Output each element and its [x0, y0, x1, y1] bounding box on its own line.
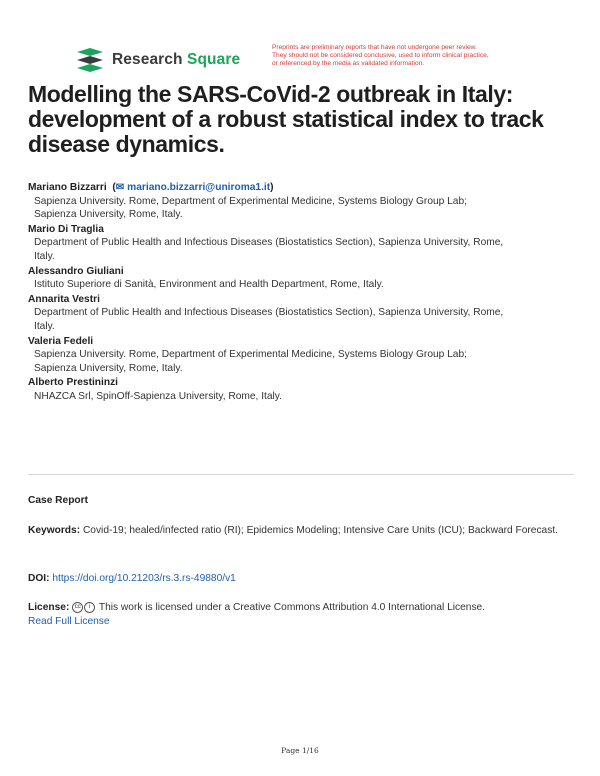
paper-title: Modelling the SARS-CoVid-2 outbreak in Italy: development of a robust statistical index to track disease dynamics. [28, 81, 544, 157]
cc-icon: cc [72, 602, 83, 613]
affiliation-line: Italy. [34, 320, 55, 332]
research-square-logo-icon [74, 46, 106, 74]
author-email: (✉ mariano.bizzarri@uniroma1.it) [109, 182, 274, 193]
author-name [28, 181, 576, 195]
author-affiliation [28, 306, 576, 333]
doi-link[interactable]: https://doi.org/10.21203/rs.3.rs-49880/v1 [52, 573, 236, 584]
author-name-text: Mariano Bizzarri [28, 182, 107, 193]
preprint-disclaimer [272, 44, 552, 68]
disclaimer-line: or referenced by the media as validated information. [272, 60, 425, 67]
doi-block [28, 572, 576, 586]
affiliation-line: NHAZCA Srl, SpinOff-Sapienza University, Rome, Italy. [34, 390, 282, 402]
logo-word-research: Research [112, 51, 183, 68]
research-square-logo[interactable] [74, 46, 240, 74]
logo-word-square: Square [187, 51, 241, 68]
affiliation-line: Istituto Superiore di Sanità, Environment and Health Department, Rome, Italy. [34, 279, 384, 291]
author-list [28, 180, 576, 404]
affiliation-line: Department of Public Health and Infectious Diseases (Biostatistics Section), Sapienza University, Rome, [34, 237, 504, 249]
author-affiliation [28, 390, 576, 404]
affiliation-line: Sapienza University, Rome, Italy. [34, 362, 183, 374]
affiliation-line: Department of Public Health and Infectious Diseases (Biostatistics Section), Sapienza University, Rome, [34, 307, 504, 319]
page-number: Page 1/16 [281, 746, 319, 755]
keywords-block [28, 524, 576, 538]
author-affiliation [28, 278, 576, 292]
affiliation-line: Sapienza University, Rome, Italy. [34, 209, 183, 221]
envelope-icon: ✉ [115, 182, 125, 193]
doi-label: DOI: [28, 573, 50, 584]
author-name: Valeria Fedeli [28, 335, 94, 347]
affiliation-line: Italy. [34, 250, 55, 262]
keywords-text: Covid-19; healed/infected ratio (RI); Epidemics Modeling; Intensive Care Units (ICU); Backward Forecast. [82, 525, 558, 536]
affiliation-line: Sapienza University. Rome, Department of Experimental Medicine, Systems Biology Group Lab; [34, 195, 467, 207]
license-label: License: [28, 602, 70, 613]
license-block [28, 601, 576, 628]
attribution-icon: i [84, 602, 95, 613]
author-affiliation [28, 195, 576, 222]
author-email-link[interactable]: mariano.bizzarri@uniroma1.it [127, 182, 271, 193]
author-name: Mario Di Traglia [28, 223, 104, 235]
author-name: Annarita Vestri [28, 293, 100, 305]
author-affiliation [28, 348, 576, 375]
read-full-license-link[interactable]: Read Full License [28, 615, 110, 627]
author-affiliation [28, 236, 576, 263]
disclaimer-line: Preprints are preliminary reports that have not undergone peer review. [272, 44, 477, 51]
article-type-text: Case Report [28, 495, 89, 506]
preprint-header [74, 44, 544, 78]
author-name: Alessandro Giuliani [28, 265, 124, 277]
disclaimer-line: They should not be considered conclusive, used to inform clinical practice, [272, 52, 489, 59]
keywords-label: Keywords: [28, 525, 81, 536]
article-type [28, 494, 576, 508]
affiliation-line: Sapienza University. Rome, Department of Experimental Medicine, Systems Biology Group Lab; [34, 349, 467, 361]
license-text: This work is licensed under a Creative Commons Attribution 4.0 International License. [98, 602, 486, 613]
logo-wordmark [112, 51, 240, 69]
author-name: Alberto Prestininzi [28, 377, 119, 389]
section-divider [28, 474, 574, 475]
